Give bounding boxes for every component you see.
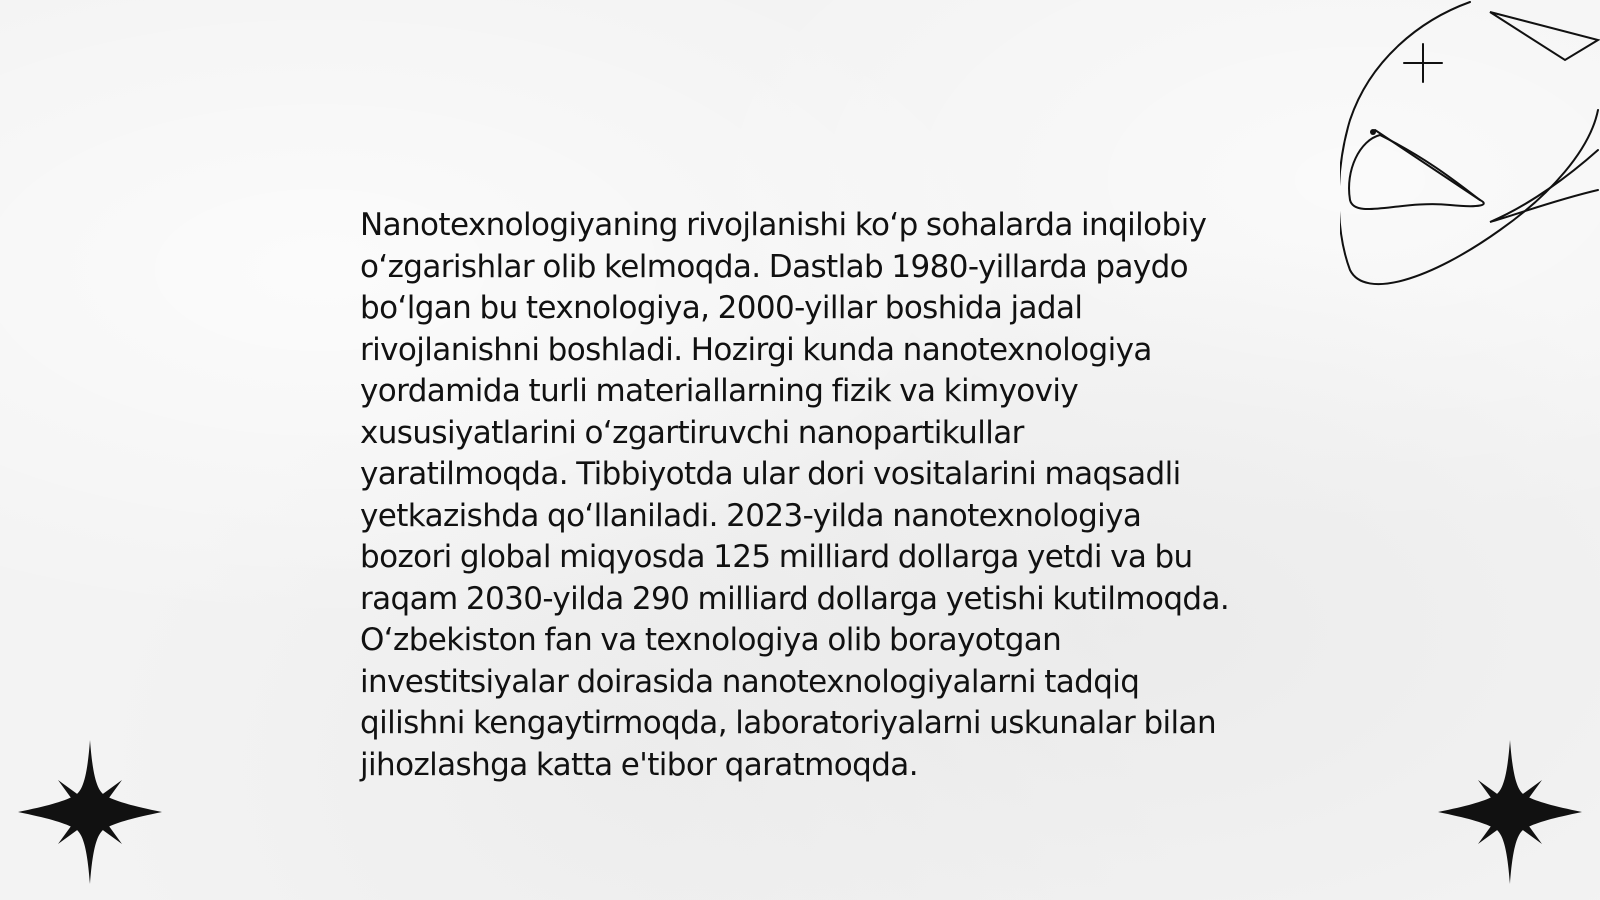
sparkle-icon [1404, 44, 1442, 82]
orbit-line-icon [1340, 0, 1600, 300]
four-point-star-icon [18, 740, 162, 884]
body-paragraph: Nanotexnologiyaning rivojlanishi koʻp sohalarda inqilobiy oʻzgarishlar olib kelmoqda. Dastlab 1980-yillarda paydo boʻlgan bu texnologiya, 2000-yillar boshida jadal rivojlanishni boshladi. Hozirgi kunda nanotexnologiya yordamida turli materiallarning fizik va kimyoviy xususiyatlarini oʻzgartiruvchi nanopartikullar yaratilmoqda. Tibbiyotda ular dori vositalarini maqsadli yetkazishda qoʻllaniladi. 2023-yilda nanotexnologiya bozori global miqyosda 125 milliard dollarga yetdi va bu raqam 2030-yilda 290 milliard dollarga yetishi kutilmoqda. Oʻzbekiston fan va texnologiya olib borayotgan investitsiyalar doirasida nanotexnologiyalarni tadqiq qilishni kengaytirmoqda, laboratoriyalarni uskunalar bilan jihozlashga katta e'tibor qaratmoqda. [360, 207, 1230, 783]
four-point-star-icon [1438, 740, 1582, 884]
